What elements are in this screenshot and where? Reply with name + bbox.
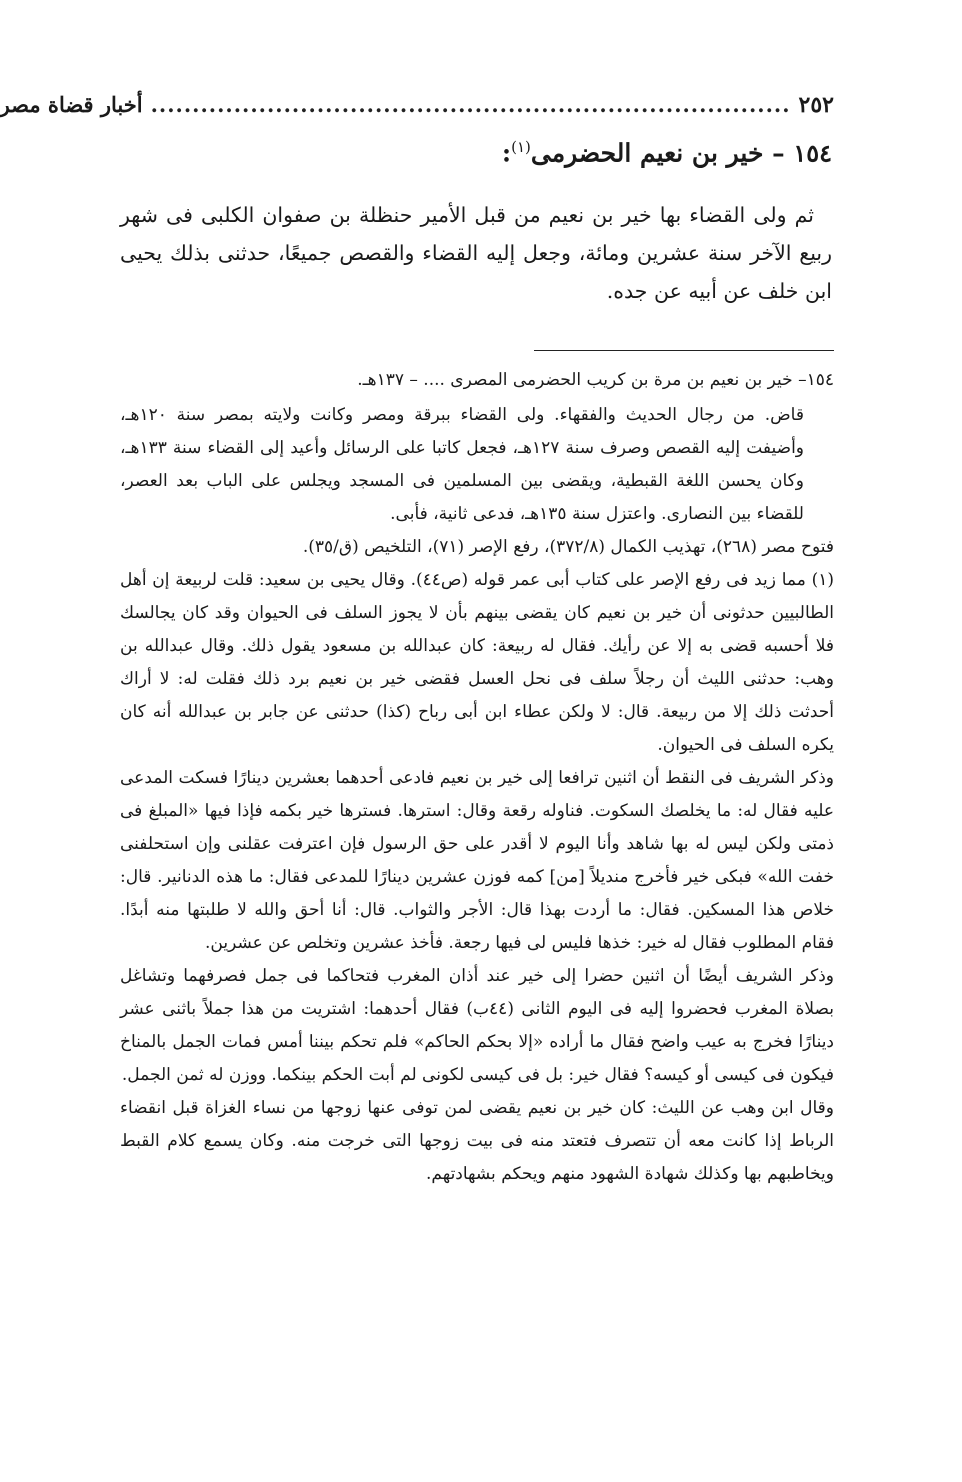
bio-body: قاض. من رجال الحديث والفقهاء. ولى القضاء ببرقة ومصر وكانت ولايته بمصر سنة ١٢٠هـ، وأضيفت إليه القصص وصرف سنة ١٢٧هـ، فجعل كاتبا على الرسائل وأعيد إلى القضاء سنة ١٣٣هـ، وكان يحسن اللغة القبطية، ويقضى بين المسلمين فى المسجد ويجلس على الباب بعد العصر، للقضاء بين النصارى. واعتزل سنة ١٣٥هـ، فدعى ثانية، فأبى. [120,405,805,524]
footnote-paragraph-4: وقال ابن وهب عن الليث: كان خير بن نعيم يقضى لمن توفى عنها زوجها من نساء الغزاة قبل انقضاء الرباط إذا كانت معه أن تتصرف فتعتد منه فى بيت زوجها التى خرجت منه. وكان يسمع كلام القبط ويخاطبهم بها وكذلك شهادة الشهود منهم ويحكم بشهادتهم. [120,1098,834,1184]
main-text [120,196,832,310]
heading-colon: : [501,138,512,168]
header-leader-dots: ............................................................................. [150,92,791,117]
footnote-1: (١) مما زيد فى رفع الإصر على كتاب أبى عمر قوله (ص٤٤). وقال يحيى بن سعيد: قلت لربيعة إن أهل الطالبيين حدثونى أن خير بن نعيم كان يقضى بينهم بأن لا يجوز السلف فى الحيوان وقد كان يجالسك فلا أحسبه قضى به إلا عن رأيك. فقال له ربيعة: كان عبدالله بن مسعود يقول ذلك. وقال عبدالله بن وهب: حدثنى الليث أن رجلاً سلف فى نحل العسل فقضى خير بن نعيم برد ذلك فقلت له: لا أراك أحدثت ذلك إلا من ربيعة. قال: لا ولكن عطاء ابن أبى رباح (كذا) حدثنى عن جابر بن عبدالله أنه كان يكره السلف فى الحيوان. [120,570,834,755]
page-number: ٢٥٢ [798,92,834,118]
footnotes [120,364,834,1191]
footnote-reference: (١) [511,138,531,156]
main-paragraph: ثم ولى القضاء بها خير بن نعيم من قبل الأمير حنظلة بن صفوان الكلبى فى شهر ربيع الآخر سنة عشرين ومائة، وجعل إليه القضاء والقصص جميعًا، حدثنى بذلك يحيى ابن خلف عن أبيه عن جده. [120,203,832,303]
chapter-number: ١٥٤ [793,138,832,168]
chapter-heading [120,138,832,167]
bio-heading: ١٥٤– خير بن نعيم بن مرة بن كريب الحضرمى المصرى .... – ١٣٧هـ. [357,370,834,390]
footnote-separator [534,350,834,351]
running-header [0,92,834,118]
bio-sources: فتوح مصر (٢٦٨)، تهذيب الكمال (٣٧٢/٨)، رفع الإصر (٧١)، التلخيص (ق/٣٥). [302,537,834,557]
footnote-paragraph-3: وذكر الشريف أيضًا أن اثنين حضرا إلى خير عند أذان المغرب فتحاكما فى جمل فصرفهما وتشاغل بصلاة المغرب فحضروا إليه فى اليوم الثانى (٤٤ب) فقال أحدهما: اشتريت من هذا جملاً باثنى عشر دينارًا فخرج به عيب واضح فقال ما أراده «إلا بحكم الحاكم» فلم تحكم بيننا أمس فمات الجمل بالمناخ فيكون فى كيسى أو كيسه؟ فقال خير: بل فى كيسى لكونى لم أبت الحكم بينكما. ووزن له ثمن الجمل. [120,966,834,1085]
book-title: أخبار قضاة مصر [0,92,143,117]
chapter-name: خير بن نعيم الحضرمى [530,138,764,168]
chapter-dash: – [763,138,794,168]
footnote-paragraph-2: وذكر الشريف فى النقط أن اثنين ترافعا إلى خير بن نعيم فادعى أحدهما بعشرين دينارًا فسكت المدعى عليه فقال له: ما يخلصك السكوت. فناوله رقعة وقال: استرها. فسترها خير بكمه فإذا فيها «المبلغ فى ذمتى ولكن ليس له بها شاهد وأنا اليوم لا أقدر على حق الرسول فإن اعترفت عقلنى وإن استحلفنى خفت الله» فبكى خير فأخرج منديلاً [من] كمه فوزن عشرين دينارًا للمدعى فقال: ما هذه الدنانير. قال: خلاص هذا المسكين. فقال: ما أردت بهذا قال: الأجر والثواب. قال: أنا أحق والله لا طلبتها منه أبدًا. فقام المطلوب فقال له خير: خذها فليس لى فيها رجعة. فأخذ عشرين وتخلص عن عشرين. [120,768,834,953]
